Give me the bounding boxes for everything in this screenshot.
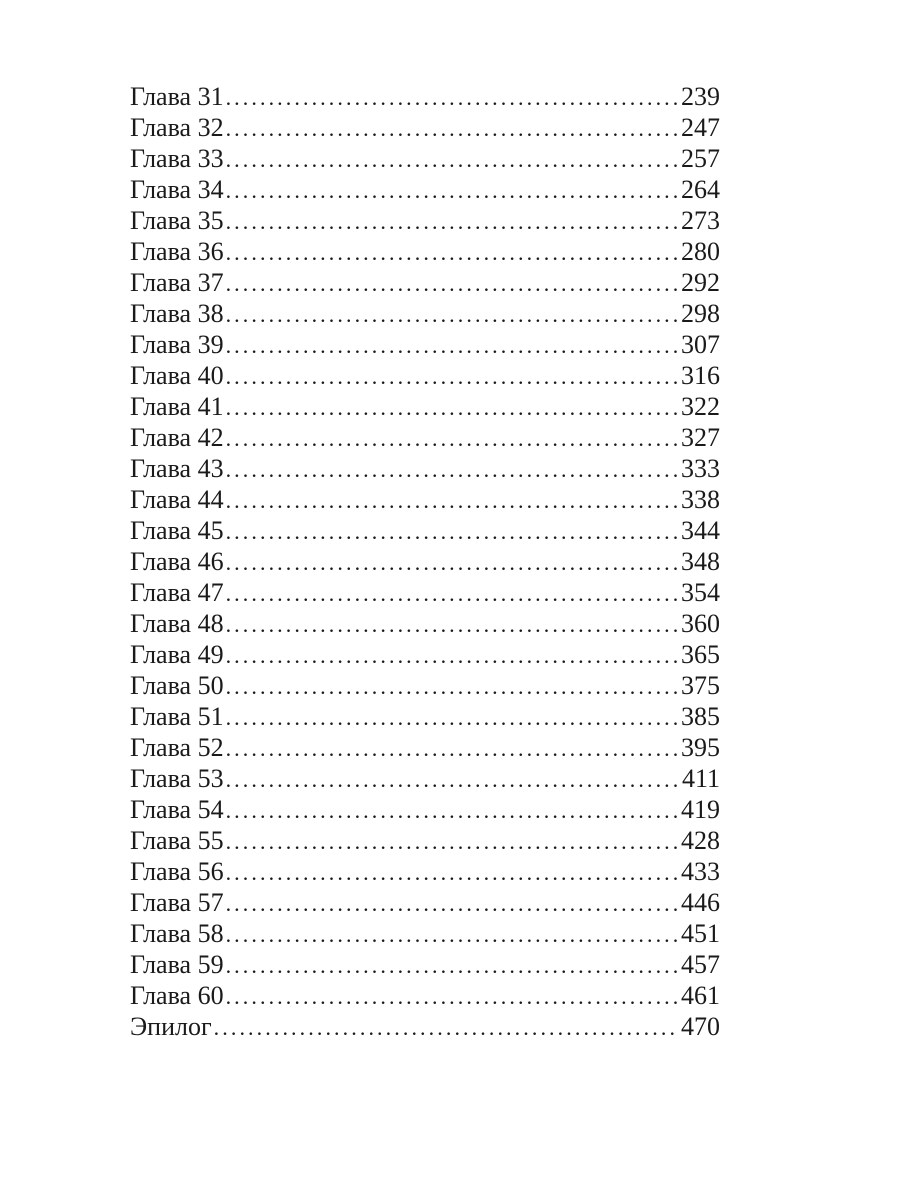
toc-entry bbox=[130, 453, 720, 484]
toc-entry bbox=[130, 639, 720, 670]
toc-entry-page: 395 bbox=[681, 733, 720, 762]
toc-entry-title: Глава 31 bbox=[130, 82, 224, 111]
toc-entry-page: 338 bbox=[681, 485, 720, 514]
dot-leader bbox=[214, 1012, 677, 1043]
toc-entry bbox=[130, 484, 720, 515]
dot-leader bbox=[226, 702, 677, 733]
toc-entry bbox=[130, 236, 720, 267]
toc-entry bbox=[130, 391, 720, 422]
toc-entry bbox=[130, 918, 720, 949]
toc-entry-title: Глава 50 bbox=[130, 671, 224, 700]
toc-entry-page: 457 bbox=[681, 950, 720, 979]
toc-entry bbox=[130, 174, 720, 205]
toc-entry-page: 333 bbox=[681, 454, 720, 483]
dot-leader bbox=[226, 392, 677, 423]
toc-entry-title: Глава 52 bbox=[130, 733, 224, 762]
toc-entry-title: Глава 37 bbox=[130, 268, 224, 297]
dot-leader bbox=[226, 144, 677, 175]
toc-entry bbox=[130, 608, 720, 639]
toc-entry-page: 433 bbox=[681, 857, 720, 886]
toc-entry-title: Глава 35 bbox=[130, 206, 224, 235]
toc-entry-page: 360 bbox=[681, 609, 720, 638]
dot-leader bbox=[226, 175, 677, 206]
dot-leader bbox=[226, 82, 677, 113]
toc-entry bbox=[130, 701, 720, 732]
dot-leader bbox=[226, 640, 677, 671]
toc-entry bbox=[130, 577, 720, 608]
toc-entry bbox=[130, 949, 720, 980]
toc-entry-page: 461 bbox=[681, 981, 720, 1010]
toc-entry bbox=[130, 670, 720, 701]
toc-entry-title: Глава 48 bbox=[130, 609, 224, 638]
dot-leader bbox=[226, 981, 677, 1012]
toc-entry-page: 419 bbox=[681, 795, 720, 824]
toc-entry-page: 354 bbox=[681, 578, 720, 607]
toc-entry-title: Глава 32 bbox=[130, 113, 224, 142]
toc-entry-page: 344 bbox=[681, 516, 720, 545]
toc-entry-page: 365 bbox=[681, 640, 720, 669]
toc-entry-page: 257 bbox=[681, 144, 720, 173]
dot-leader bbox=[226, 671, 677, 702]
dot-leader bbox=[226, 237, 677, 268]
toc-entry-title: Глава 42 bbox=[130, 423, 224, 452]
toc-entry-title: Глава 44 bbox=[130, 485, 224, 514]
table-of-contents bbox=[130, 81, 720, 1042]
toc-entry-page: 451 bbox=[681, 919, 720, 948]
toc-entry-title: Глава 47 bbox=[130, 578, 224, 607]
toc-entry-title: Глава 49 bbox=[130, 640, 224, 669]
toc-entry bbox=[130, 732, 720, 763]
toc-entry-page: 298 bbox=[681, 299, 720, 328]
toc-entry bbox=[130, 763, 720, 794]
dot-leader bbox=[226, 950, 677, 981]
toc-entry-title: Глава 39 bbox=[130, 330, 224, 359]
dot-leader bbox=[226, 299, 677, 330]
toc-entry-page: 239 bbox=[681, 82, 720, 111]
toc-entry bbox=[130, 825, 720, 856]
dot-leader bbox=[226, 857, 677, 888]
toc-entry-title: Глава 54 bbox=[130, 795, 224, 824]
toc-entry-title: Глава 40 bbox=[130, 361, 224, 390]
toc-entry bbox=[130, 81, 720, 112]
dot-leader bbox=[226, 919, 677, 950]
toc-entry-page: 385 bbox=[681, 702, 720, 731]
toc-entry bbox=[130, 143, 720, 174]
dot-leader bbox=[226, 733, 677, 764]
toc-entry-title: Глава 56 bbox=[130, 857, 224, 886]
toc-entry-title: Глава 59 bbox=[130, 950, 224, 979]
toc-entry-title: Глава 46 bbox=[130, 547, 224, 576]
toc-entry-title: Эпилог bbox=[130, 1012, 212, 1041]
toc-entry-page: 316 bbox=[681, 361, 720, 390]
toc-entry bbox=[130, 329, 720, 360]
toc-entry-page: 375 bbox=[681, 671, 720, 700]
toc-entry-page: 292 bbox=[681, 268, 720, 297]
toc-entry bbox=[130, 856, 720, 887]
toc-entry bbox=[130, 267, 720, 298]
dot-leader bbox=[226, 764, 678, 795]
dot-leader bbox=[226, 795, 677, 826]
toc-entry-title: Глава 60 bbox=[130, 981, 224, 1010]
toc-entry-page: 322 bbox=[681, 392, 720, 421]
dot-leader bbox=[226, 330, 677, 361]
toc-entry-title: Глава 45 bbox=[130, 516, 224, 545]
toc-entry-page: 264 bbox=[681, 175, 720, 204]
toc-entry-epilogue bbox=[130, 1011, 720, 1042]
dot-leader bbox=[226, 578, 677, 609]
toc-entry-page: 307 bbox=[681, 330, 720, 359]
dot-leader bbox=[226, 826, 677, 857]
toc-entry-page: 280 bbox=[681, 237, 720, 266]
dot-leader bbox=[226, 113, 677, 144]
toc-entry-title: Глава 41 bbox=[130, 392, 224, 421]
toc-entry bbox=[130, 887, 720, 918]
dot-leader bbox=[226, 423, 677, 454]
dot-leader bbox=[226, 888, 677, 919]
dot-leader bbox=[226, 609, 677, 640]
toc-entry-title: Глава 33 bbox=[130, 144, 224, 173]
toc-entry-page: 247 bbox=[681, 113, 720, 142]
toc-entry bbox=[130, 205, 720, 236]
toc-entry bbox=[130, 546, 720, 577]
toc-entry bbox=[130, 298, 720, 329]
toc-entry-page: 428 bbox=[681, 826, 720, 855]
toc-entry-title: Глава 57 bbox=[130, 888, 224, 917]
toc-entry bbox=[130, 515, 720, 546]
dot-leader bbox=[226, 268, 677, 299]
toc-entry bbox=[130, 422, 720, 453]
toc-entry-page: 411 bbox=[681, 764, 720, 793]
dot-leader bbox=[226, 485, 677, 516]
toc-entry-title: Глава 55 bbox=[130, 826, 224, 855]
toc-entry-title: Глава 38 bbox=[130, 299, 224, 328]
toc-entry-title: Глава 34 bbox=[130, 175, 224, 204]
toc-entry-title: Глава 43 bbox=[130, 454, 224, 483]
dot-leader bbox=[226, 206, 677, 237]
toc-entry-page: 348 bbox=[681, 547, 720, 576]
dot-leader bbox=[226, 547, 677, 578]
toc-entry bbox=[130, 980, 720, 1011]
toc-entry-page: 470 bbox=[681, 1012, 720, 1041]
dot-leader bbox=[226, 361, 677, 392]
toc-entry-title: Глава 53 bbox=[130, 764, 224, 793]
dot-leader bbox=[226, 516, 677, 547]
toc-entry-title: Глава 36 bbox=[130, 237, 224, 266]
toc-entry-title: Глава 58 bbox=[130, 919, 224, 948]
toc-entry bbox=[130, 794, 720, 825]
toc-entry-page: 273 bbox=[681, 206, 720, 235]
toc-entry-title: Глава 51 bbox=[130, 702, 224, 731]
toc-entry-page: 446 bbox=[681, 888, 720, 917]
dot-leader bbox=[226, 454, 677, 485]
toc-entry-page: 327 bbox=[681, 423, 720, 452]
toc-entry bbox=[130, 112, 720, 143]
toc-entry bbox=[130, 360, 720, 391]
